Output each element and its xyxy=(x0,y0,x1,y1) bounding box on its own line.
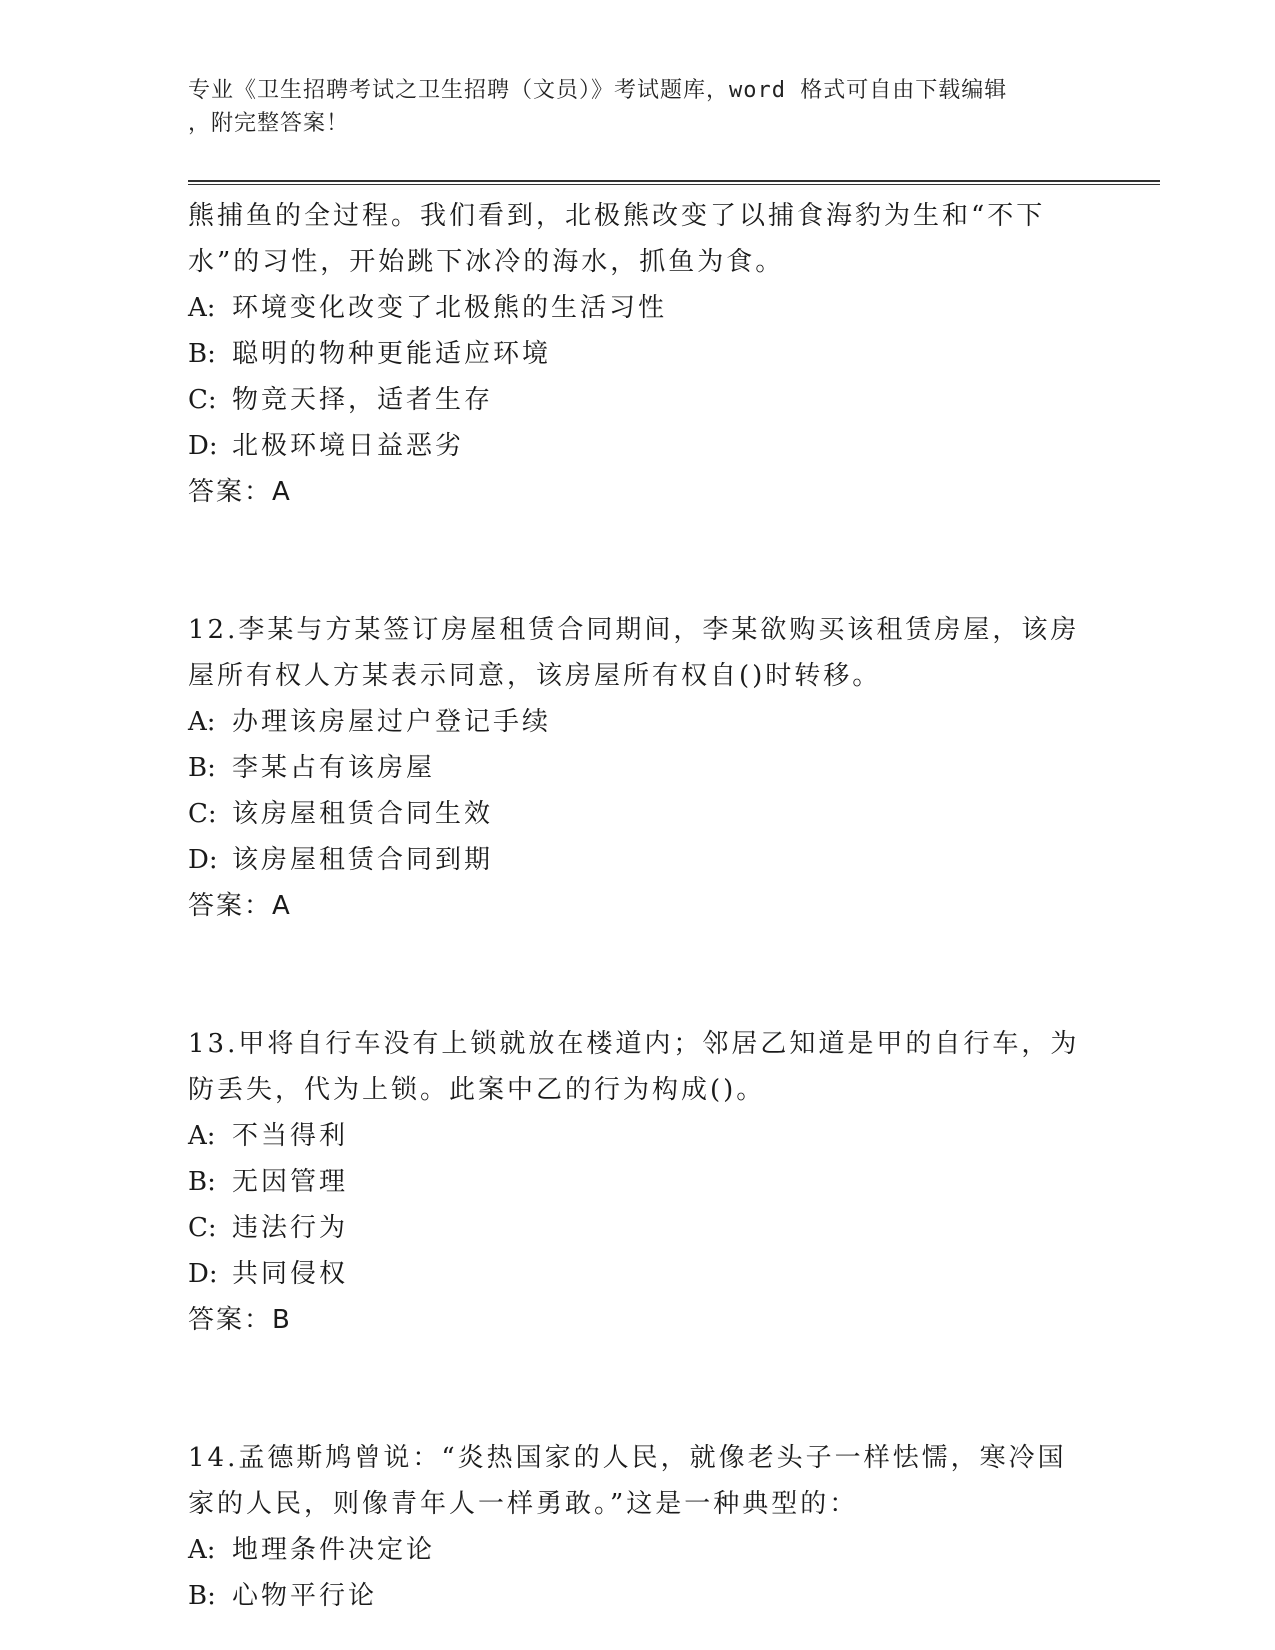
option-letter: B: xyxy=(188,753,216,783)
option-text: 环境变化改变了北极熊的生活习性 xyxy=(232,293,668,323)
header-line-1: 专业《卫生招聘考试之卫生招聘（文员）》考试题库，word 格式可自由下载编辑 xyxy=(188,78,1008,103)
option-text: 共同侵权 xyxy=(232,1259,349,1289)
question-list xyxy=(188,193,1088,1619)
option-b xyxy=(188,331,1088,377)
question-12 xyxy=(188,607,1088,929)
question-text-line: 13.甲将自行车没有上锁就放在楼道内；邻居乙知道是甲的自行车，为 xyxy=(188,1029,1080,1059)
answer-line: 答案：A xyxy=(188,891,292,921)
option-text: 物竞天择，适者生存 xyxy=(232,385,494,415)
document-header xyxy=(188,74,1068,140)
option-a xyxy=(188,699,1088,745)
option-letter: B: xyxy=(188,1167,216,1197)
option-a xyxy=(188,285,1088,331)
option-letter: B: xyxy=(188,1581,216,1611)
option-letter: A: xyxy=(188,1121,216,1151)
option-c xyxy=(188,791,1088,837)
question-continued xyxy=(188,193,1088,515)
option-letter: C: xyxy=(188,385,217,415)
option-letter: C: xyxy=(188,1213,217,1243)
option-d xyxy=(188,837,1088,883)
question-13 xyxy=(188,1021,1088,1343)
question-14 xyxy=(188,1435,1088,1619)
option-a xyxy=(188,1113,1088,1159)
option-text: 不当得利 xyxy=(232,1121,349,1151)
question-text-line: 水”的习性，开始跳下冰冷的海水，抓鱼为食。 xyxy=(188,247,785,277)
header-divider-thin xyxy=(188,184,1160,185)
option-b xyxy=(188,745,1088,791)
header-divider-thick xyxy=(188,180,1160,182)
option-text: 聪明的物种更能适应环境 xyxy=(232,339,552,369)
question-text-line: 熊捕鱼的全过程。我们看到，北极熊改变了以捕食海豹为生和“不下 xyxy=(188,201,1046,231)
question-text-line: 14.孟德斯鸠曾说：“炎热国家的人民，就像老头子一样怯懦，寒冷国 xyxy=(188,1443,1067,1473)
option-letter: B: xyxy=(188,339,216,369)
header-line-2: ，附完整答案！ xyxy=(188,111,350,136)
option-b xyxy=(188,1573,1088,1619)
option-b xyxy=(188,1159,1088,1205)
question-text-line: 屋所有权人方某表示同意，该房屋所有权自()时转移。 xyxy=(188,661,882,691)
option-text: 该房屋租赁合同生效 xyxy=(232,799,494,829)
option-a xyxy=(188,1527,1088,1573)
option-text: 该房屋租赁合同到期 xyxy=(232,845,494,875)
option-letter: D: xyxy=(188,845,218,875)
option-letter: A: xyxy=(188,1535,216,1565)
option-letter: A: xyxy=(188,707,216,737)
option-text: 无因管理 xyxy=(232,1167,349,1197)
answer-line: 答案：B xyxy=(188,1305,292,1335)
question-text-line: 家的人民，则像青年人一样勇敢。”这是一种典型的： xyxy=(188,1489,859,1519)
option-letter: D: xyxy=(188,1259,218,1289)
option-c xyxy=(188,1205,1088,1251)
option-text: 北极环境日益恶劣 xyxy=(232,431,465,461)
option-letter: A: xyxy=(188,293,216,323)
option-text: 心物平行论 xyxy=(232,1581,378,1611)
option-letter: D: xyxy=(188,431,218,461)
option-d xyxy=(188,423,1088,469)
option-text: 违法行为 xyxy=(232,1213,349,1243)
option-letter: C: xyxy=(188,799,217,829)
option-text: 地理条件决定论 xyxy=(232,1535,436,1565)
option-text: 办理该房屋过户登记手续 xyxy=(232,707,552,737)
question-text-line: 防丢失，代为上锁。此案中乙的行为构成()。 xyxy=(188,1075,766,1105)
answer-line: 答案：A xyxy=(188,477,292,507)
option-text: 李某占有该房屋 xyxy=(232,753,436,783)
question-text-line: 12.李某与方某签订房屋租赁合同期间，李某欲购买该租赁房屋，该房 xyxy=(188,615,1080,645)
option-d xyxy=(188,1251,1088,1297)
option-c xyxy=(188,377,1088,423)
